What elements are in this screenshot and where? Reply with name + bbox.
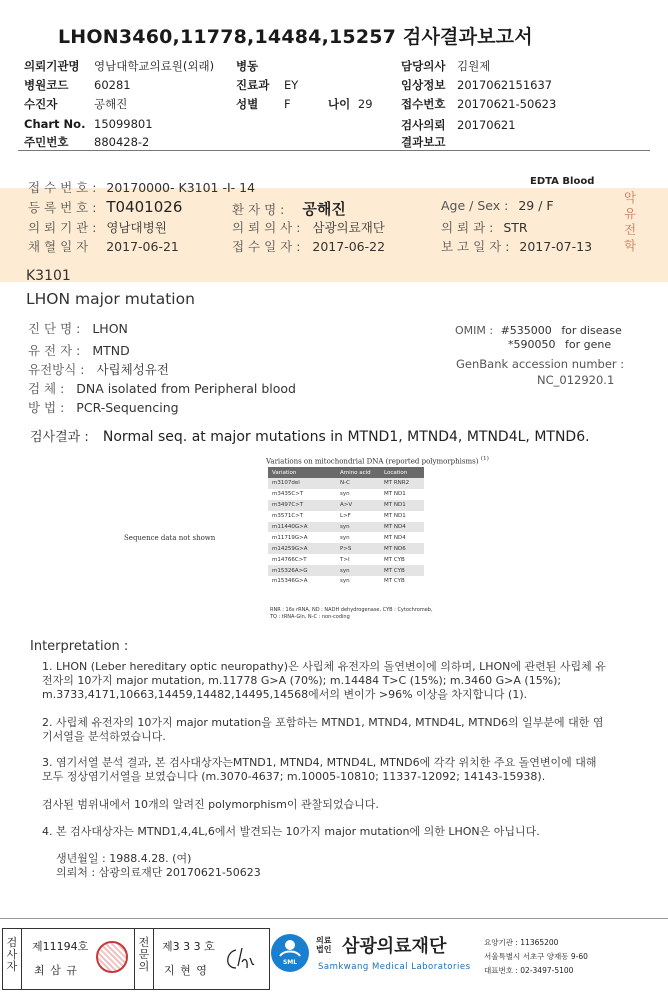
table-row — [268, 478, 424, 489]
header-field — [401, 134, 457, 150]
header-field — [401, 77, 552, 93]
header-field-label: 결과보고 — [401, 135, 446, 149]
header-field — [24, 58, 214, 74]
variants-col-header: Amino acid — [336, 467, 380, 478]
result-value: Normal seq. at major mutations in MTND1, MTND4, MTND4L, MTND6. — [102, 429, 590, 445]
address: 서울특별시 서초구 양재동 9-60 — [484, 952, 588, 961]
genbank-label: GenBank accession number : — [456, 357, 625, 371]
side-char: 악 — [623, 190, 637, 205]
specimen-label: 검 체 : — [28, 381, 65, 396]
institution-code: 요양기관 : 11365200 — [484, 938, 559, 947]
table-cell: MT ND4 — [380, 522, 424, 533]
footer-divider — [0, 918, 668, 919]
table-row — [268, 522, 424, 533]
header-field-value: 880428-2 — [94, 135, 150, 149]
tester-id: 제11194호 — [32, 940, 89, 953]
table-cell: m15326A>G — [268, 565, 336, 576]
omim-gene-value: *590050 — [508, 338, 556, 351]
sequence-note: Sequence data not shown — [124, 534, 216, 542]
table-cell: syn — [336, 565, 380, 576]
interpretation-p3: 3. 염기서열 분석 결과, 본 검사대상자는MTND1, MTND4, MTND4L, MTND6에 각각 위치한 주요 돌연변이에 대해 모두 정상염기서열을 보였습니다 (m.3070-4637; m.10005-10810; 11337-12092; 14143-15938). — [42, 756, 597, 783]
omim-disease-note: for disease — [561, 324, 622, 337]
variants-note-2: TQ : tRNA-Gln, N-C : non-coding — [270, 614, 350, 620]
table-row — [268, 554, 424, 565]
patient-value: 공해진 — [302, 200, 346, 218]
dept-value: STR — [503, 220, 528, 235]
side-stamp — [622, 190, 638, 254]
reception-label: 접 수 번 호 : — [28, 180, 97, 195]
interpretation-p2: 2. 사립체 유전자의 10가지 major mutation을 포함하는 MTND1, MTND4, MTND4L, MTND6의 일부분에 대한 염기서열을 분석하였습니다. — [42, 716, 604, 743]
receipt-date — [232, 237, 385, 255]
reception-number — [28, 178, 255, 196]
diag-label: 진 단 명 : — [28, 321, 81, 336]
gene — [28, 341, 130, 359]
table-cell: P>S — [336, 543, 380, 554]
tester-name: 최 삼 규 — [34, 964, 78, 977]
test-code: K3101 — [26, 268, 71, 284]
tester-label: 검사자 — [6, 936, 18, 973]
requesting-institution — [28, 218, 167, 236]
test-name: LHON major mutation — [26, 290, 195, 308]
interpretation-title: Interpretation : — [30, 639, 129, 654]
header-divider — [18, 150, 650, 151]
table-cell: m14766C>T — [272, 556, 307, 563]
inherit-value: 사립체성유전 — [96, 362, 169, 377]
doctor-value: 삼광의료재단 — [312, 220, 385, 235]
table-row — [268, 511, 424, 522]
table-cell: m15346G>A — [272, 578, 308, 585]
report-label: 보 고 일 자 : — [441, 239, 510, 254]
recv-value: 2017-06-22 — [312, 239, 386, 254]
age-label: 나이 — [328, 97, 351, 111]
side-char: 전 — [623, 222, 637, 237]
table-cell: MT CYB — [384, 578, 405, 585]
side-char: 유 — [623, 206, 637, 221]
interpretation-p1: 1. LHON (Leber hereditary optic neuropathy)은 사립체 유전자의 돌연변이에 의하며, LHON에 관련된 사립체 유전자의 10가지 major mutation, m.11778 G>A (70%); m.14484 T>C (15%); m.3460 G>A (15%); m.3733,4171,10663,14459,14482,14495,14568에서의 변이가 >96% 이상을 차지합니다 (1). — [42, 660, 606, 701]
variants-table — [268, 467, 424, 587]
requesting-dept — [441, 218, 528, 236]
variants-title — [266, 456, 489, 465]
dept-label: 의 뢰 과 : — [441, 220, 494, 235]
draw-value: 2017-06-21 — [106, 239, 179, 254]
header-field-label: 접수번호 — [401, 97, 446, 111]
side-char: 학 — [623, 238, 637, 253]
specialist-label: 전문의 — [138, 936, 150, 973]
table-cell: m14259G>A — [268, 543, 336, 554]
header-field — [24, 96, 127, 112]
registration-number — [28, 198, 182, 216]
header-field — [401, 117, 516, 133]
header-field-label: 담당의사 — [401, 59, 446, 73]
box-divider — [153, 928, 154, 990]
table-cell: m3497C>T — [268, 500, 336, 511]
report-value: 2017-07-13 — [519, 239, 593, 254]
header-field — [24, 77, 131, 93]
omim-label: OMIM : — [455, 324, 494, 337]
gene-label: 유 전 자 : — [28, 343, 81, 358]
header-field-value: 201706215163​7 — [457, 78, 553, 92]
header-field — [236, 58, 284, 74]
logo-icon — [271, 934, 309, 972]
omim-gene-note: for gene — [565, 338, 612, 351]
variants-col-header: Location — [380, 467, 424, 478]
header-field-label: 검사의뢰 — [401, 118, 446, 132]
inst-value: 영남대병원 — [106, 220, 167, 235]
logo-name: 삼광의료재단 — [342, 936, 447, 957]
specialist-id: 제3 3 3 호 — [162, 940, 215, 953]
reception-value: 20170000- K3101 -I- 14 — [106, 180, 256, 195]
interpretation-p3b: 검사된 범위내에서 10개의 알려진 polymorphism이 관찰되었습니다. — [42, 798, 379, 811]
table-cell: syn — [336, 522, 380, 533]
variants-col-header: Variation — [268, 467, 336, 478]
header-field-value: 15099801 — [94, 117, 153, 131]
table-row — [268, 500, 424, 511]
interpretation-p4: 4. 본 검사대상자는 MTND1,4,4L,6에서 발견되는 10가지 major mutation에 의한 LHON은 아닙니다. — [42, 825, 540, 838]
header-field-label: 병동 — [236, 59, 259, 73]
method — [28, 398, 179, 416]
reg-value: T0401026 — [106, 198, 183, 216]
header-field-label: 임상정보 — [401, 78, 446, 92]
logo-mark: SML — [282, 959, 298, 966]
omim-disease-value: #535000 — [500, 324, 552, 337]
page-title: LHON3460,11778,14484,15257 검사결과보고서 — [58, 26, 533, 48]
method-label: 방 법 : — [28, 400, 65, 415]
age-sex — [441, 198, 554, 213]
header-field-label: 병원코드 — [24, 78, 69, 92]
header-field-label: 진료과 — [236, 78, 270, 92]
header-field-value: 60281 — [94, 78, 131, 92]
header-field — [24, 134, 149, 150]
table-cell: MT CYB — [384, 556, 405, 563]
specimen-type: EDTA Blood — [530, 176, 595, 187]
requester: 의뢰처 : 삼광의료재단 20170621-50623 — [56, 866, 261, 879]
specimen — [28, 379, 296, 397]
table-cell: syn — [340, 491, 350, 498]
table-cell: MT ND4 — [384, 534, 406, 541]
header-field-value: 20170621-50623 — [457, 97, 557, 111]
omim-disease — [455, 324, 622, 337]
requesting-doctor — [232, 218, 385, 236]
table-cell: T>I — [340, 556, 350, 563]
table-cell: m3107del — [268, 478, 336, 489]
variants-title-sup: (1) — [480, 456, 489, 462]
header-field-label: 주민번호 — [24, 135, 69, 149]
table-cell: MT CYB — [380, 565, 424, 576]
variants-note-1: RNR : 16s rRNA, ND : NADH dehydrogenase, CYB : Cytochromeb, — [270, 607, 433, 613]
age-field — [328, 96, 373, 112]
method-value: PCR-Sequencing — [76, 400, 179, 415]
diag-value: LHON — [92, 321, 128, 336]
age-value: 29 — [357, 97, 373, 111]
variants-title-text: Variations on mitochondrial DNA (reported polymorphisms) — [266, 457, 479, 466]
table-cell: N-C — [336, 478, 380, 489]
table-cell: A>V — [336, 500, 380, 511]
table-cell: MT ND1 — [384, 513, 406, 520]
header-field-label: 의뢰기관명 — [24, 59, 80, 73]
specimen-value: DNA isolated from Peripheral blood — [76, 381, 296, 396]
agesex-value: 29 / F — [518, 198, 554, 213]
birth-date: 생년월일 : 1988.4.28. (여) — [56, 852, 192, 865]
table-cell: MT ND1 — [384, 491, 406, 498]
reg-label: 등 록 번 호 : — [28, 200, 97, 215]
specialist-name: 지 현 영 — [164, 964, 208, 977]
header-field-label: Chart No. — [24, 117, 86, 131]
table-cell: MT RNR2 — [380, 478, 424, 489]
table-cell: L>F — [340, 513, 351, 520]
box-divider — [134, 928, 135, 990]
table-row — [268, 565, 424, 576]
omim-gene — [508, 338, 611, 351]
header-field — [236, 77, 298, 93]
agesex-label: Age / Sex : — [441, 198, 509, 213]
table-row — [268, 489, 424, 500]
header-field-label: 수진자 — [24, 97, 58, 111]
gene-value: MTND — [92, 343, 130, 358]
header-field — [236, 96, 291, 112]
header-field-value: EY — [284, 78, 299, 92]
doctor-label: 의 뢰 의 사 : — [232, 220, 301, 235]
report-date — [441, 237, 592, 255]
table-cell: m11719G>A — [272, 534, 308, 541]
inheritance — [28, 360, 169, 378]
result-label: 검사결과 : — [30, 430, 89, 445]
draw-date — [28, 237, 179, 255]
inherit-label: 유전방식 : — [28, 362, 85, 377]
header-field — [24, 117, 153, 131]
logo-prefix: 의료법인 — [316, 936, 332, 954]
phone: 대표번호 : 02-3497-5100 — [484, 966, 574, 975]
logo-subtitle: Samkwang Medical Laboratories — [318, 962, 471, 972]
header-field — [401, 58, 490, 74]
table-row — [268, 576, 424, 587]
header-field-label: 성별 — [236, 97, 259, 111]
table-cell: m3435C>T — [272, 491, 304, 498]
inst-label: 의 뢰 기 관 : — [28, 220, 97, 235]
header-field-value: 20170621 — [457, 118, 516, 132]
table-cell: MT ND1 — [380, 500, 424, 511]
table-row — [268, 543, 424, 554]
patient-name — [232, 198, 346, 219]
header-field-value: 공해진 — [94, 97, 128, 111]
result — [30, 426, 590, 445]
recv-label: 접 수 일 자 : — [232, 239, 301, 254]
signature-icon — [222, 944, 260, 974]
table-cell: MT ND6 — [380, 543, 424, 554]
genbank-value: NC_012920.1 — [537, 373, 615, 387]
draw-label: 채 혈 일 자 — [28, 239, 89, 254]
table-cell: m3571C>T — [272, 513, 304, 520]
box-divider — [21, 928, 22, 990]
header-field-value: F — [284, 97, 291, 111]
red-seal-icon — [96, 941, 128, 973]
table-cell: m11440G>A — [268, 522, 336, 533]
header-field — [401, 96, 556, 112]
table-cell: syn — [340, 534, 350, 541]
header-field-value: 영남대학교의료원(외래) — [94, 59, 215, 73]
header-field-value: 김원제 — [457, 59, 491, 73]
patient-label: 환 자 명 : — [232, 202, 285, 217]
diagnosis — [28, 319, 128, 337]
table-cell: syn — [340, 578, 350, 585]
table-row — [268, 532, 424, 543]
